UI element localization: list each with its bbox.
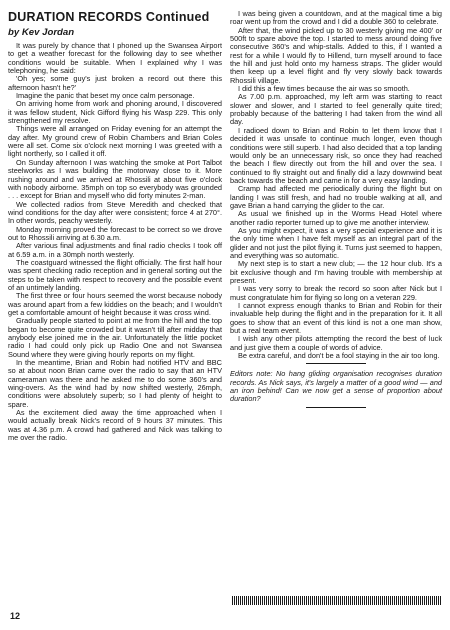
article-paragraph: After that, the wind picked up to 30 westerly giving me 400' or 500ft to spare above the top. I started to mess around doing five consecutive 360's and whip-stalls. Added to this, if I wanted a rest for a while I would fly to Hillend, turn myself around to face the hill and just hold onto my harness straps. The glider would then keep up a level flight and fly very slowly back towards Rhossili village. <box>230 25 442 85</box>
separator-rule <box>306 363 366 364</box>
separator-rule-bottom <box>306 407 366 408</box>
article-paragraph: Things were all arranged on Friday evening for an attempt the day after. My ground crew of Robin Chambers and Brian Coles were all set. Come six o'clock next morning I was greeted with a light northerly, so I called it off. <box>8 124 222 159</box>
article-paragraph: On arriving home from work and phoning around, I discovered it was fellow student, Nick Gifford flying his Wasp 229. This only strengthened my resolve. <box>8 99 222 126</box>
article-paragraph: I was being given a countdown, and at the magical time a big roar went up from the crowd and I did a double 360 to celebrate. <box>230 9 442 27</box>
article-paragraph: As 7.00 p.m. approached, my left arm was starting to react slower and slower, and I started to feel generally quite tired; probably because of the battering I had taken from the wind all day. <box>230 92 442 127</box>
article-paragraph: Be extra careful, and don't be a fool staying in the air too long. <box>238 351 440 361</box>
editor-note: Editors note: No hang gliding organisation recognises duration records. As Nick says, it's largely a matter of a good wind — and an iron behind! Can we now get a sense of proportion about duration? <box>230 369 442 404</box>
article-paragraph: 'Oh yes; some guy's just broken a record out there this afternoon hasn't he?' <box>8 74 222 92</box>
article-paragraph: The first three or four hours seemed the worst because nobody was around apart from a few kiddies on the beach; and I wouldn't get a comfortable amount of height because it was cross wind. <box>8 291 222 317</box>
page-number: 12 <box>10 611 21 621</box>
article-paragraph: I cannot express enough thanks to Brian and Robin for their invaluable help during the flight and in the preparation for it. It all goes to show that an event of this kind is not a one man show, but a real team event. <box>230 301 442 336</box>
article-paragraph: I wish any other pilots attempting the record the best of luck and just give them a couple of words of advice. <box>230 334 442 352</box>
article-paragraph: Cramp had affected me periodically during the flight but on landing I was still fresh, and had no trouble walking at all, and gave Brian a hand carrying the glider to the car. <box>230 184 442 210</box>
right-column-body <box>230 10 442 360</box>
right-column <box>230 10 442 408</box>
article-paragraph: As you might expect, it was a very special experience and it is the only time when I have felt myself as an integral part of the glider and not just the pilot flying it. Turns just seemed to happen, and everything was so automatic. <box>230 225 442 260</box>
left-column-body <box>8 42 222 443</box>
article-paragraph: My next step is to start a new club; — the 12 hour club. It's a bit exclusive though and I'm having trouble with membership at present. <box>230 259 442 285</box>
article-paragraph: After various final adjustments and final radio checks I took off at 6.59 a.m. in a 30mph north westerly. <box>8 241 222 259</box>
article-paragraph: As usual we finished up in the Worms Head Hotel where another radio reporter turned up to give me another interview. <box>230 209 442 227</box>
article-paragraph: I radioed down to Brian and Robin to let them know that I decided it was unsafe to continue much longer, even though conditions were still superb. I had also decided that a top landing would only be an unnecessary risk, so once they had reached the beach I flew directly out from the hill and over the sea. I continued to fly straight out and finally did a lazy downwind beat back towards the beach and came in for a very easy landing. <box>230 125 442 185</box>
decorative-barcode-strip <box>232 596 442 605</box>
article-paragraph: It was purely by chance that I phoned up the Swansea Airport to get a weather forecast for the following day to see whether conditions would be suitable. When I explained why I was telephoning, he said: <box>8 41 222 76</box>
article-paragraph: I did this a few times because the air was so smooth. <box>238 84 410 94</box>
article-paragraph: We collected radios from Steve Meredith and checked that wind conditions for the day after were consistent; force 4 at 270°. In other words, peachy westerly. <box>8 199 222 226</box>
article-paragraph: Gradually people started to point at me from the hill and the top began to become quite crowded but it wasn't till after midday that anybody else joined me in the air. Unfortunately the little pocket radio I had could only pick up Radio One and not Swansea Sound where they were giving hourly reports on my flight. <box>8 316 222 359</box>
article-paragraph: Monday morning proved the forecast to be correct so we drove out to Rhossili arriving at 6.30 a.m. <box>8 224 222 242</box>
article-paragraph: As the excitement died away the time approached when I would actually break Nick's record of 9 hours 37 minutes. This was at 4.36 p.m. A crowd had gathered and Nick was talking to me over the radio. <box>8 408 222 443</box>
article-title: DURATION RECORDS Continued <box>8 10 210 24</box>
article-paragraph: I was very sorry to break the record so soon after Nick but I must congratulate him for flying so long on a veteran 229. <box>230 284 442 302</box>
article-paragraph: On Sunday afternoon I was watching the smoke at Port Talbot steelworks as I was building the motorway close to it. More rushing around and we arrived at Rhossili at about five o'clock with nobody airborne. 35mph on top so everybody was grounded . . . except for Brian and myself who did forty minutes 2-man. <box>8 157 222 201</box>
left-column <box>8 10 222 443</box>
article-paragraph: Imagine the panic that beset my once calm personage. <box>16 91 195 101</box>
article-byline: by Kev Jordan <box>8 27 75 38</box>
article-paragraph: In the meantime, Brian and Robin had notified HTV and BBC so at about noon Brian came over the radio to say that an HTV cameraman was there and he asked me to do some 360's and wing-overs. As the wind had by now shifted westerly, 26mph, conditions were absolutely superb; so I had plenty of height to spare. <box>8 358 222 409</box>
article-paragraph: The coastguard witnessed the flight officially. The first half hour was spent checking radio reception and in general sorting out the steps to be taken with respect to recovery and the possible event of an untimely landing. <box>8 257 222 292</box>
